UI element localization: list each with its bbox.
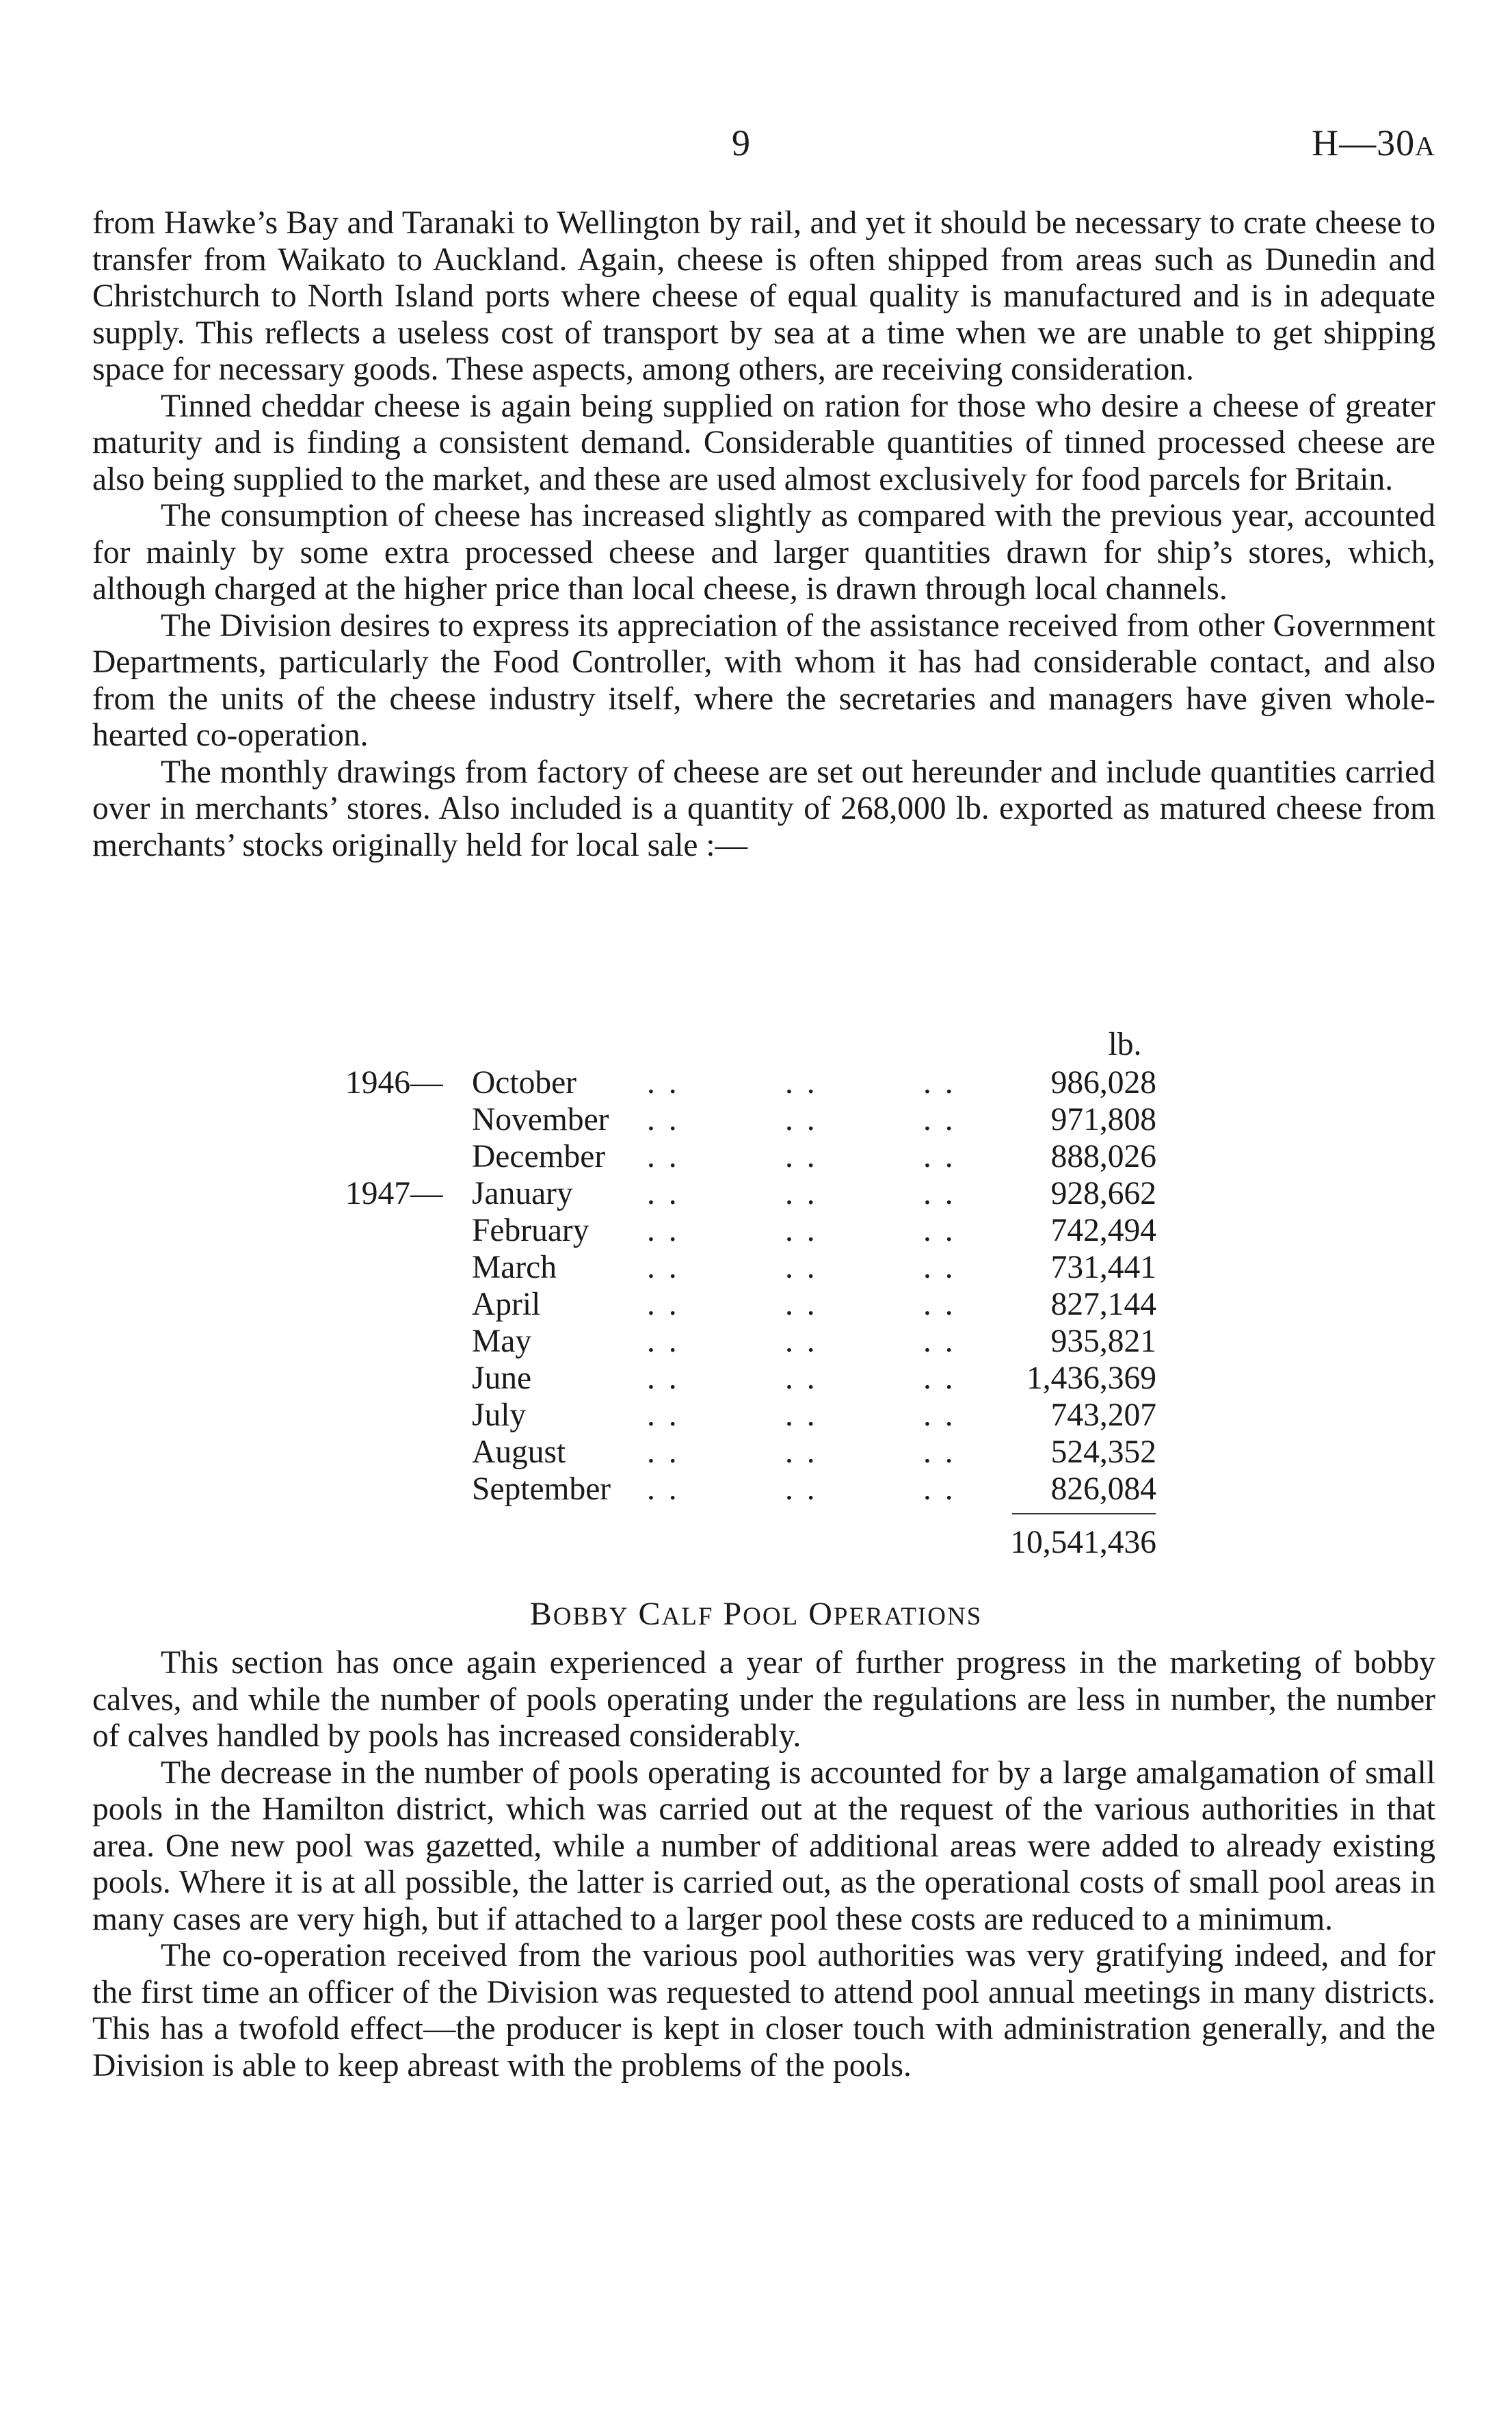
amount-value: 986,028	[1050, 1065, 1156, 1101]
leader-dots: . .	[923, 1102, 956, 1138]
table-row	[0, 1101, 1512, 1138]
heading-word	[530, 1596, 629, 1632]
amount-value: 935,821	[1050, 1324, 1156, 1359]
amount-value: 928,662	[1050, 1176, 1156, 1211]
total-rule	[1012, 1513, 1156, 1514]
paragraph-monthly-drawings: The monthly drawings from factory of cheese are set out hereunder and include quantities carried over in merchants’ stores. Also included is a quantity of 268,000 lb. exported as matured cheese from merchants’ stocks originally held for local sale :—	[92, 754, 1435, 863]
leader-dots: . .	[785, 1361, 818, 1396]
leader-dots: . .	[923, 1434, 956, 1470]
page-number: 9	[732, 122, 750, 163]
heading-word	[639, 1596, 714, 1632]
leader-dots: . .	[785, 1434, 818, 1470]
heading-word-rest: PERATIONS	[833, 1603, 983, 1631]
month-label: July	[472, 1397, 527, 1433]
amount-value: 827,144	[1050, 1287, 1156, 1322]
leader-dots: . .	[647, 1065, 680, 1101]
table-row	[0, 1175, 1512, 1212]
table-row	[0, 1471, 1512, 1508]
heading-word	[808, 1596, 982, 1632]
leader-dots: . .	[647, 1287, 680, 1322]
top-text-block	[92, 205, 1435, 864]
leader-dots: . .	[785, 1213, 818, 1248]
month-label: March	[472, 1250, 557, 1285]
month-label: December	[472, 1139, 606, 1174]
table-row	[0, 1286, 1512, 1323]
year-label: 1946—	[345, 1065, 443, 1101]
paragraph-tinned-cheddar: Tinned cheddar cheese is again being supplied on ration for those who desire a cheese of greater maturity and is finding a consistent demand. Considerable quantities of tinned processed cheese are also being supplied to the market, and these are used almost exclusively for food parcels for Britain.	[92, 388, 1435, 497]
amount-value: 742,494	[1050, 1213, 1156, 1248]
amount-value: 524,352	[1050, 1434, 1156, 1470]
amount-value: 743,207	[1050, 1397, 1156, 1433]
table-row	[0, 1212, 1512, 1249]
unit-label: lb.	[1108, 1027, 1142, 1062]
leader-dots: . .	[923, 1471, 956, 1507]
leader-dots: . .	[647, 1434, 680, 1470]
paragraph-pool-decrease: The decrease in the number of pools operating is accounted for by a large amalgamation of small pools in the Hamilton district, which was carried out at the request of the various authorities in that area. One new pool was gazetted, while a number of additional areas were added to already existing pools. Where it is at all possible, the latter is carried out, as the operational costs of small pool areas in many cases are very high, but if attached to a larger pool these costs are reduced to a minimum.	[92, 1755, 1435, 1937]
table-row	[0, 1249, 1512, 1286]
leader-dots: . .	[923, 1250, 956, 1285]
leader-dots: . .	[923, 1287, 956, 1322]
leader-dots: . .	[923, 1397, 956, 1433]
leader-dots: . .	[785, 1324, 818, 1359]
month-label: June	[472, 1361, 532, 1396]
amount-value: 826,084	[1050, 1471, 1156, 1507]
bottom-text-block	[92, 1645, 1435, 2084]
leader-dots: . .	[647, 1213, 680, 1248]
month-label: May	[472, 1324, 532, 1359]
leader-dots: . .	[785, 1102, 818, 1138]
month-label: April	[472, 1287, 541, 1322]
leader-dots: . .	[923, 1176, 956, 1211]
month-label: November	[472, 1102, 609, 1138]
leader-dots: . .	[785, 1397, 818, 1433]
heading-word-initial: B	[529, 1596, 553, 1632]
table-row	[0, 1323, 1512, 1360]
leader-dots: . .	[647, 1471, 680, 1507]
paragraph-continued: from Hawke’s Bay and Taranaki to Wellington by rail, and yet it should be necessary to crate cheese to transfer from Waikato to Auckland. Again, cheese is often shipped from areas such as Dunedin and Christchurch to North Island ports where cheese of equal quality is manufactured and is in adequate supply. This reflects a useless cost of transport by sea at a time when we are unable to get shipping space for necessary goods. These aspects, among others, are receiving consideration.	[92, 205, 1435, 387]
heading-word-rest: OOL	[743, 1603, 799, 1631]
table-row	[0, 1434, 1512, 1471]
page-header	[0, 122, 1512, 170]
heading-word	[723, 1596, 799, 1632]
leader-dots: . .	[923, 1213, 956, 1248]
leader-dots: . .	[785, 1065, 818, 1101]
month-label: February	[472, 1213, 589, 1248]
leader-dots: . .	[647, 1324, 680, 1359]
document-code-main: H—30	[1312, 122, 1416, 163]
heading-word-rest: OBBY	[553, 1603, 629, 1631]
leader-dots: . .	[923, 1324, 956, 1359]
year-label: 1947—	[345, 1176, 443, 1211]
month-label: September	[472, 1471, 611, 1507]
paragraph-bobby-calf-progress: This section has once again experienced a year of further progress in the marketing of bobby calves, and while the number of pools operating under the regulations are less in number, the number of calves handled by pools has increased considerably.	[92, 1645, 1435, 1754]
leader-dots: . .	[647, 1250, 680, 1285]
leader-dots: . .	[785, 1176, 818, 1211]
amount-value: 888,026	[1050, 1139, 1156, 1174]
document-code-suffix: A	[1415, 131, 1435, 161]
leader-dots: . .	[923, 1361, 956, 1396]
document-code	[1312, 122, 1435, 164]
heading-word-initial: O	[808, 1596, 834, 1632]
leader-dots: . .	[647, 1397, 680, 1433]
heading-word-rest: ALF	[661, 1603, 714, 1631]
leader-dots: . .	[923, 1139, 956, 1174]
amount-value: 971,808	[1050, 1102, 1156, 1138]
amount-value: 1,436,369	[1026, 1361, 1156, 1396]
leader-dots: . .	[647, 1176, 680, 1211]
total-amount: 10,541,436	[1010, 1525, 1156, 1560]
table-row	[0, 1138, 1512, 1175]
leader-dots: . .	[785, 1250, 818, 1285]
table-row	[0, 1360, 1512, 1397]
amount-value: 731,441	[1050, 1250, 1156, 1285]
table-row	[0, 1064, 1512, 1101]
heading-word-initial: P	[723, 1596, 743, 1632]
leader-dots: . .	[785, 1287, 818, 1322]
table-row	[0, 1397, 1512, 1434]
leader-dots: . .	[647, 1102, 680, 1138]
month-label: August	[472, 1434, 566, 1470]
section-heading	[0, 1595, 1512, 1633]
heading-word-initial: C	[638, 1596, 662, 1632]
paragraph-pool-cooperation: The co-operation received from the various pool authorities was very gratifying indeed, and for the first time an officer of the Division was requested to attend pool annual meetings in many districts. This has a twofold effect—the producer is kept in closer touch with administration generally, and the Division is able to keep abreast with the problems of the pools.	[92, 1938, 1435, 2084]
paragraph-consumption: The consumption of cheese has increased slightly as compared with the previous year, accounted for mainly by some extra processed cheese and larger quantities drawn for ship’s stores, which, although charged at the higher price than local cheese, is drawn through local channels.	[92, 498, 1435, 607]
month-label: January	[472, 1176, 573, 1211]
month-label: October	[472, 1065, 576, 1101]
leader-dots: . .	[923, 1065, 956, 1101]
paragraph-appreciation: The Division desires to express its appreciation of the assistance received from other Government Departments, particularly the Food Controller, with whom it has had considerable contact, and also from the units of the cheese industry itself, where the secretaries and managers have given whole-hearted co-operation.	[92, 607, 1435, 753]
leader-dots: . .	[785, 1139, 818, 1174]
leader-dots: . .	[647, 1361, 680, 1396]
leader-dots: . .	[647, 1139, 680, 1174]
leader-dots: . .	[785, 1471, 818, 1507]
